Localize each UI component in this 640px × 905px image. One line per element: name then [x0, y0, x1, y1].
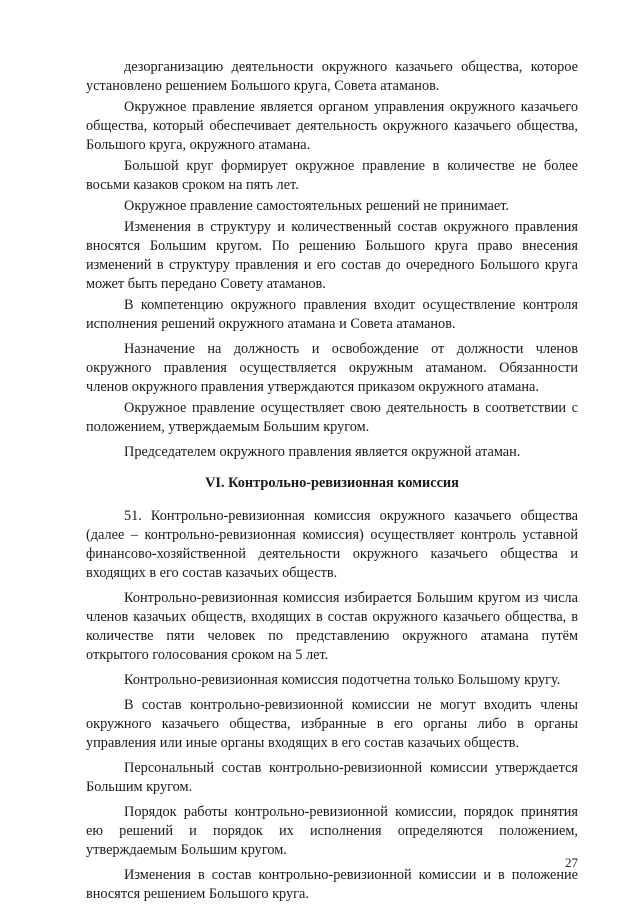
paragraph: Изменения в структуру и количественный состав окружного правления вносятся Большим кругом. По решению Большого круга право внесения изменений в структуру правления и его состав до очередного Большого круга может быть передано Совету атаманов.: [86, 219, 578, 292]
paragraph: Контрольно-ревизионная комиссия подотчетна только Большому кругу.: [124, 672, 561, 688]
paragraph: Назначение на должность и освобождение от должности членов окружного правления осуществляется окружным атаманом. Обязанности членов окружного правления утверждаются приказом окружного атамана.: [86, 341, 578, 395]
paragraph: Председателем окружного правления является окружной атаман.: [124, 444, 521, 460]
page-content: [86, 58, 578, 904]
paragraph: В компетенцию окружного правления входит осуществление контроля исполнения решений окружного атамана и Совета атаманов.: [86, 297, 578, 332]
page-number: 27: [565, 855, 578, 870]
paragraph: Окружное правление осуществляет свою деятельность в соответствии с положением, утверждаемым Большим кругом.: [86, 400, 578, 435]
paragraph: В состав контрольно-ревизионной комиссии не могут входить члены окружного казачьего общества, избранные в его органы либо в органы управления или иные органы входящих в его состав казачьих обществ.: [86, 697, 578, 751]
paragraph: Изменения в состав контрольно-ревизионной комиссии и в положение вносятся решением Большого круга.: [86, 867, 578, 902]
section-heading: VI. Контрольно-ревизионная комиссия: [205, 475, 459, 491]
paragraph: Персональный состав контрольно-ревизионной комиссии утверждается Большим кругом.: [86, 760, 578, 795]
paragraph: Окружное правление самостоятельных решений не принимает.: [124, 198, 509, 214]
paragraph: Большой круг формирует окружное правление в количестве не более восьми казаков сроком на пять лет.: [86, 158, 578, 193]
paragraph: Контрольно-ревизионная комиссия избирается Большим кругом из числа членов казачьих обществ, входящих в состав окружного казачьего общества, в количестве пяти человек по представлению окружного атамана путём открытого голосования сроком на 5 лет.: [86, 590, 578, 663]
paragraph: дезорганизацию деятельности окружного казачьего общества, которое установлено решением Большого круга, Совета атаманов.: [86, 59, 578, 94]
paragraph: Окружное правление является органом управления окружного казачьего общества, который обеспечивает деятельность окружного казачьего общества, Большого круга, окружного атамана.: [86, 99, 578, 153]
paragraph: 51. Контрольно-ревизионная комиссия окружного казачьего общества (далее – контрольно-ревизионная комиссия) осуществляет контроль уставной финансово-хозяйственной деятельности окружного казачьего общества и входящих в его состав казачьих обществ.: [86, 508, 578, 581]
paragraph: Порядок работы контрольно-ревизионной комиссии, порядок принятия ею решений и порядок их исполнения определяются положением, утверждаемым Большим кругом.: [86, 804, 578, 858]
